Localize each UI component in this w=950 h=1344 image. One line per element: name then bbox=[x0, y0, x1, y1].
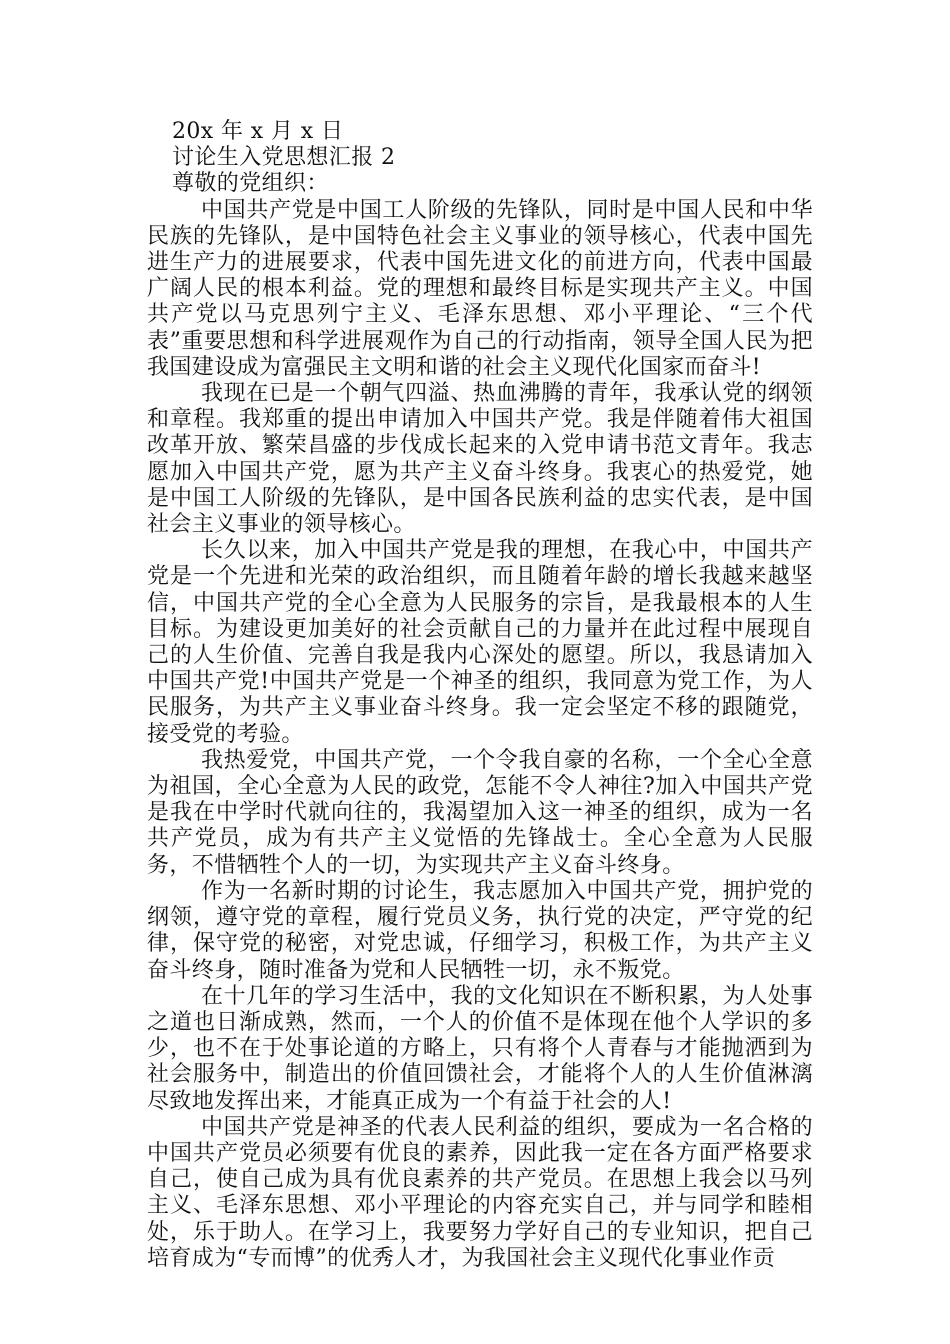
paragraph-1: 中国共产党是中国工人阶级的先锋队，同时是中国人民和中华民族的先锋队，是中国特色社会主义事业的领导核心，代表中国先进生产力的进展要求，代表中国先进文化的前进方向，代表中国最广阔人民的根本利益。党的理想和最终目标是实现共产主义。中国共产党以马克思列宁主义、毛泽东思想、邓小平理论、“三个代表”重要思想和科学进展观作为自己的行动指南，领导全国人民为把我国建设成为富强民主文明和谐的社会主义现代化国家而奋斗! bbox=[147, 197, 813, 380]
document-salutation: 尊敬的党组织： bbox=[172, 171, 329, 197]
document-body bbox=[147, 119, 813, 1272]
paragraph-2: 我现在已是一个朝气四溢、热血沸腾的青年，我承认党的纲领和章程。我郑重的提出申请加入中国共产党。我是伴随着伟大祖国改革开放、繁荣昌盛的步伐成长起来的入党申请书范文青年。我志愿加入中国共产党，愿为共产主义奋斗终身。我衷心的热爱党，她是中国工人阶级的先锋队，是中国各民族利益的忠实代表，是中国社会主义事业的领导核心。 bbox=[147, 381, 813, 538]
document-title: 讨论生入党思想汇报 2 bbox=[172, 145, 396, 171]
paragraph-5: 作为一名新时期的讨论生，我志愿加入中国共产党，拥护党的纲领，遵守党的章程，履行党员义务，执行党的决定，严守党的纪律，保守党的秘密，对党忠诚，仔细学习，积极工作，为共产主义奋斗终身，随时准备为党和人民牺牲一切，永不叛党。 bbox=[147, 878, 813, 983]
paragraph-6: 在十几年的学习生活中，我的文化知识在不断积累，为人处事之道也日渐成熟，然而，一个人的价值不是体现在他个人学识的多少，也不在于处事论道的方略上，只有将个人青春与才能抛洒到为社会服务中，制造出的价值回馈社会，才能将个人的人生价值淋漓尽致地发挥出来，才能真正成为一个有益于社会的人! bbox=[147, 983, 813, 1114]
paragraph-3: 长久以来，加入中国共产党是我的理想，在我心中，中国共产党是一个先进和光荣的政治组织，而且随着年龄的增长我越来越坚信，中国共产党的全心全意为人民服务的宗旨，是我最根本的人生目标。为建设更加美好的社会贡献自己的力量并在此过程中展现自己的人生价值、完善自我是我内心深处的愿望。所以，我恳请加入中国共产党!中国共产党是一个神圣的组织，我同意为党工作，为人民服务，为共产主义事业奋斗终身。我一定会坚定不移的跟随党，接受党的考验。 bbox=[147, 538, 813, 747]
paragraph-4: 我热爱党，中国共产党，一个令我自豪的名称，一个全心全意为祖国，全心全意为人民的政党，怎能不令人神往?加入中国共产党是我在中学时代就向往的，我渴望加入这一神圣的组织，成为一名共产党员，成为有共产主义觉悟的先锋战士。全心全意为人民服务，不惜牺牲个人的一切，为实现共产主义奋斗终身。 bbox=[147, 747, 813, 878]
document-date: 20x 年 x 月 x 日 bbox=[172, 119, 344, 144]
paragraph-7: 中国共产党是神圣的代表人民利益的组织，要成为一名合格的中国共产党员必须要有优良的素养，因此我一定在各方面严格要求自己，使自己成为具有优良素养的共产党员。在思想上我会以马列主义、毛泽东思想、邓小平理论的内容充实自己，并与同学和睦相处，乐于助人。在学习上，我要努力学好自己的专业知识，把自己培育成为“专而博”的优秀人才，为我国社会主义现代化事业作贡 bbox=[147, 1114, 813, 1271]
